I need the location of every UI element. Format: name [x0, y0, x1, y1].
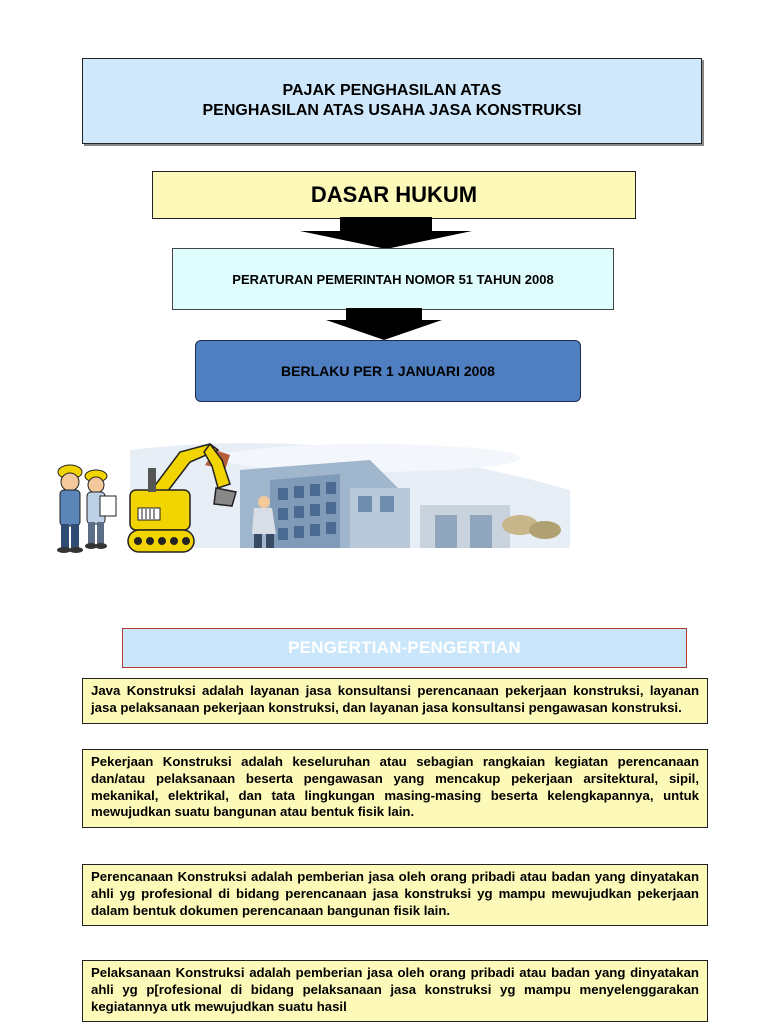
construction-workers-icon [57, 465, 116, 553]
pengertian-heading: PENGERTIAN-PENGERTIAN [122, 628, 687, 668]
down-arrow-icon [300, 217, 472, 249]
definition-perencanaan-konstruksi: Perencanaan Konstruksi adalah pemberian jasa oleh orang pribadi atau badan yang dinyatakan ahli yg profesional di bidang perencanaan jasa konstruksi yg mampu mewujudkan pekerjaan dalam bentuk dokumen perencanaan bangunan fisik lain. [82, 864, 708, 926]
down-arrow-icon [326, 308, 442, 340]
definition-pelaksanaan-konstruksi: Pelaksanaan Konstruksi adalah pemberian jasa oleh orang pribadi atau badan yang dinyatakan ahli yg p[rofesional di bidang pelaksanaan jasa konstruksi yg mampu menyelenggarakan kegiatannya utk mewujudkan suatu hasil [82, 960, 708, 1022]
title-line-2: PENGHASILAN ATAS USAHA JASA KONSTRUKSI [202, 102, 582, 119]
construction-clipart-image [40, 430, 580, 560]
berlaku-box: BERLAKU PER 1 JANUARI 2008 [195, 340, 581, 402]
dasar-hukum-heading: DASAR HUKUM [152, 171, 636, 219]
definition-pekerjaan-konstruksi: Pekerjaan Konstruksi adalah keseluruhan atau sebagian rangkaian kegiatan perencanaan dan/atau pelaksanaan beserta pengawasan yang mencakup pekerjaan arsitektural, sipil, mekanikal, elektrikal, dan tata lingkungan masing-masing beserta kelengkapannya, untuk mewujudkan suatu bangunan atau bentuk fisik lain. [82, 749, 708, 828]
peraturan-box: PERATURAN PEMERINTAH NOMOR 51 TAHUN 2008 [172, 248, 614, 310]
document-title-box [82, 58, 702, 144]
title-line-1: PAJAK PENGHASILAN ATAS [282, 82, 502, 99]
definition-jasa-konstruksi: Java Konstruksi adalah layanan jasa konsultansi perencanaan pekerjaan konstruksi, layanan jasa pelaksanaan pekerjaan konstruksi, dan layanan jasa konsultansi pengawasan konstruksi. [82, 678, 708, 724]
